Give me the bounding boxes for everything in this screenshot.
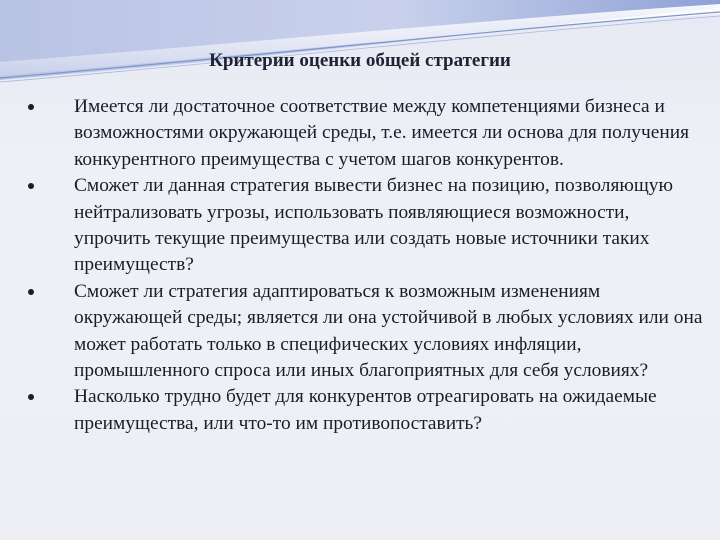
bullet-item-3 (20, 279, 710, 385)
bullet-text-2: Сможет ли данная стратегия вывести бизнес на позицию, позволяющую нейтрализовать угрозы, использовать появляющиеся возможности, упрочить текущие преимущества или создать новые источники таких преимуществ? (74, 175, 673, 276)
bullet-dot-icon (28, 104, 34, 110)
bullet-dot-icon (28, 394, 34, 400)
bullet-item-2 (20, 173, 710, 279)
bullet-item-1 (20, 94, 710, 173)
bullet-item-4 (20, 384, 710, 437)
bullet-text-4: Насколько трудно будет для конкурентов отреагировать на ожидаемые преимущества, или что-то им противопоставить? (74, 386, 657, 434)
bullet-dot-icon (28, 183, 34, 189)
bullet-text-1: Имеется ли достаточное соответствие между компетенциями бизнеса и возможностями окружающей среды, т.е. имеется ли основа для получения конкурентного преимущества с учетом шагов конкурентов. (74, 96, 690, 170)
slide-title: Критерии оценки общей стратегии (209, 50, 511, 71)
bullet-text-3: Сможет ли стратегия адаптироваться к возможным изменениям окружающей среды; является ли она устойчивой в любых условиях или она может работать только в специфических условиях инфляции, промышленного спроса или иных благоприятных для себя условиях? (74, 280, 703, 382)
bullet-dot-icon (28, 289, 34, 295)
bullet-list (20, 94, 710, 437)
header-swoosh-decoration (0, 0, 720, 90)
